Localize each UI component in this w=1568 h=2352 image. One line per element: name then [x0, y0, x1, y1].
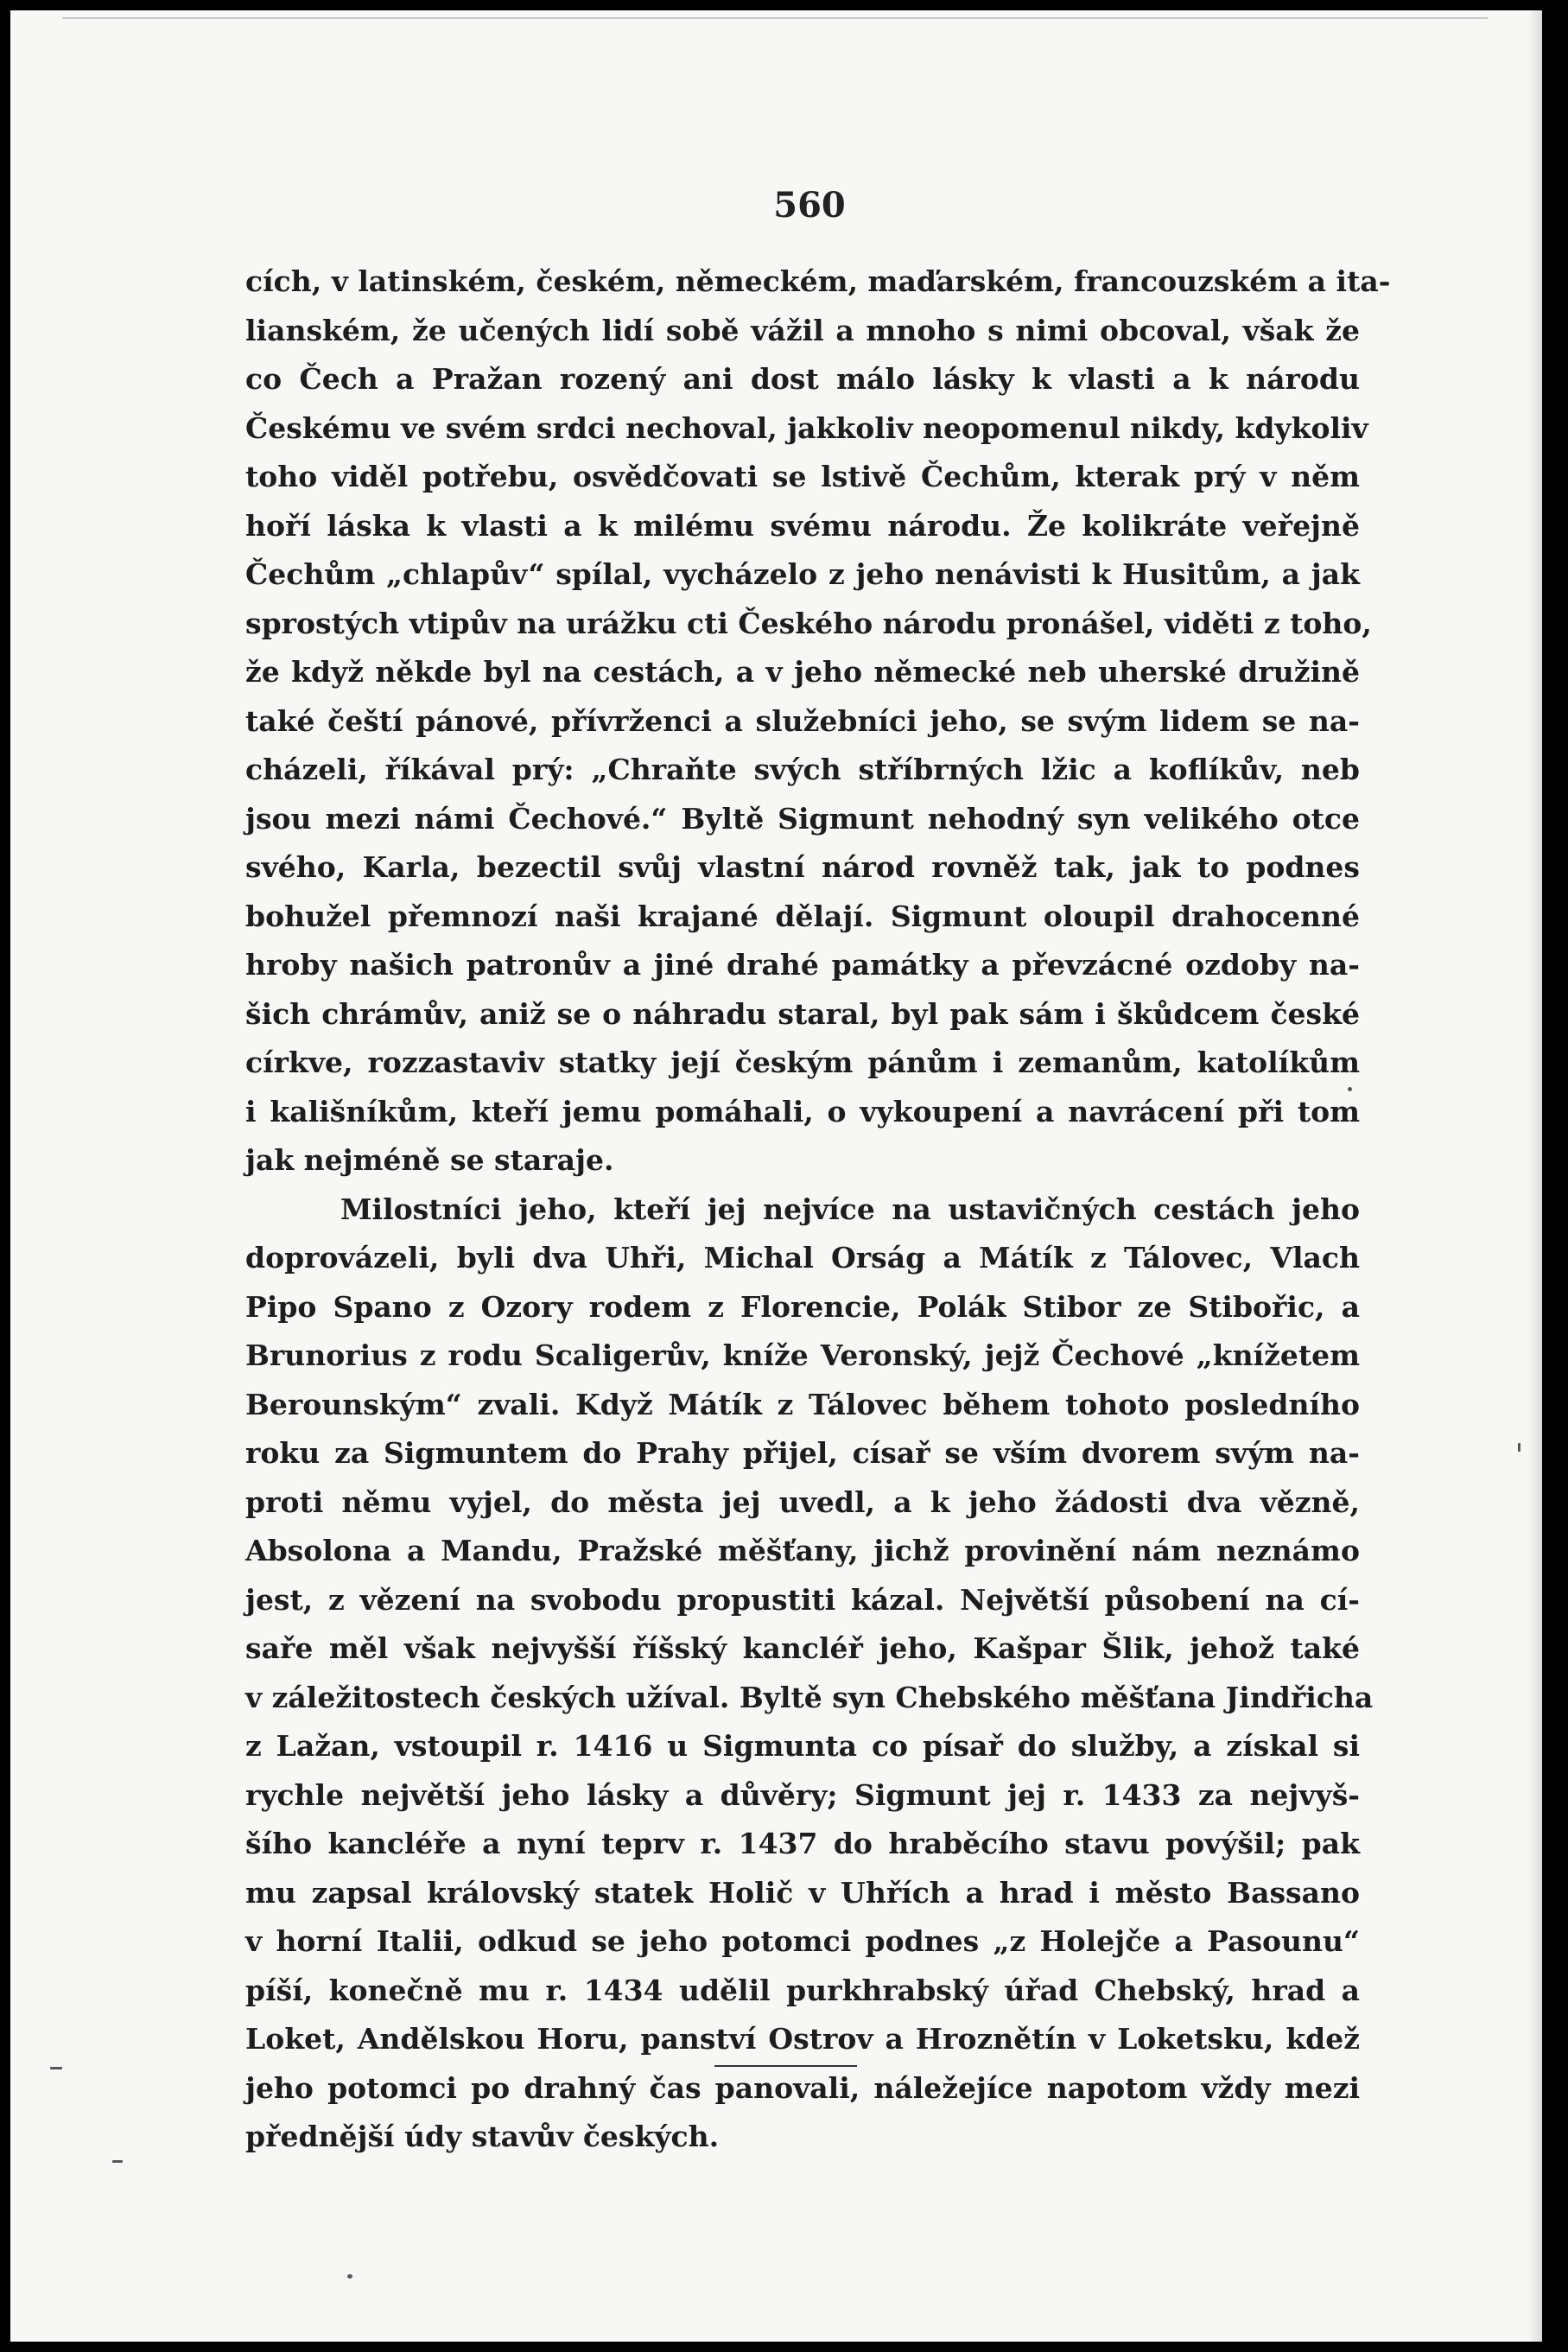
- book-page: [10, 10, 1542, 2342]
- print-speck: [1348, 1087, 1352, 1091]
- text-line: jeho potomci po drahný čas panovali, náležejíce napotom vždy mezi: [245, 2070, 1360, 2105]
- print-speck: [112, 2160, 123, 2163]
- text-line: cích, v latinském, českém, německém, maďarském, francouzském a ita-: [245, 264, 1391, 298]
- text-line: sprostých vtipův na urážku cti Českého národu pronášel, viděti z toho,: [245, 606, 1372, 640]
- text-line: jak nejméně se staraje.: [245, 1143, 614, 1177]
- body-text: [245, 257, 1391, 2162]
- text-line: že když někde byl na cestách, a v jeho německé neb uherské družině: [245, 655, 1360, 689]
- text-line: Milostníci jeho, kteří jej nejvíce na ustavičných cestách jeho: [340, 1192, 1360, 1226]
- text-line: roku za Sigmuntem do Prahy přijel, císař se vším dvorem svým na-: [245, 1436, 1360, 1470]
- text-line: svého, Karla, bezectil svůj vlastní národ rovněž tak, jak to podnes: [245, 850, 1360, 884]
- paragraph-1: [245, 257, 1391, 1186]
- text-line: šího kancléře a nyní teprv r. 1437 do hraběcího stavu povýšil; pak: [245, 1827, 1360, 1860]
- text-line: v horní Italii, odkud se jeho potomci podnes „z Holejče a Pasounu“: [245, 1924, 1360, 1958]
- text-line: cházeli, říkával prý: „Chraňte svých stříbrných lžic a koflíkův, neb: [245, 753, 1360, 786]
- text-line: jest, z vězení na svobodu propustiti kázal. Největší působení na cí-: [245, 1582, 1360, 1617]
- text-line: v záležitostech českých užíval. Byltě syn Chebského měšťana Jindřicha: [245, 1680, 1374, 1714]
- text-line: také čeští pánové, přívrženci a služebníci jeho, se svým lidem se na-: [245, 703, 1360, 738]
- text-line: saře měl však nejvyšší říšský kancléř jeho, Kašpar Šlik, jehož také: [245, 1631, 1360, 1665]
- print-speck: [347, 2274, 352, 2279]
- text-line: toho viděl potřebu, osvědčovati se lstivě Čechům, kterak prý v něm: [245, 460, 1360, 493]
- text-line: co Čech a Pražan rozený ani dost málo lásky k vlasti a k národu: [245, 362, 1360, 396]
- text-line: šich chrámův, aniž se o náhradu staral, byl pak sám i škůdcem české: [245, 996, 1360, 1031]
- text-line: doprovázeli, byli dva Uhři, Michal Orság a Mátík z Tálovec, Vlach: [245, 1241, 1360, 1275]
- text-line: proti němu vyjel, do města jej uvedl, a k jeho žádosti dva vězně,: [245, 1484, 1360, 1519]
- page-top-edge: [62, 17, 1488, 19]
- page-right-edge: [1528, 10, 1542, 2342]
- text-line: přednější údy stavův českých.: [245, 2120, 720, 2153]
- print-speck: [1518, 1443, 1520, 1452]
- closing-rule: [714, 2065, 857, 2067]
- paragraph-2: [245, 1186, 1374, 2162]
- text-line: mu zapsal královský statek Holič v Uhřích a hrad i město Bassano: [245, 1875, 1360, 1910]
- text-line: z Lažan, vstoupil r. 1416 u Sigmunta co písař do služby, a získal si: [245, 1729, 1360, 1763]
- text-line: hroby našich patronův a jiné drahé památky a převzácné ozdoby na-: [245, 948, 1360, 982]
- text-line: lianském, že učených lidí sobě vážil a mnoho s nimi obcoval, však že: [245, 313, 1360, 347]
- text-line: i kališníkům, kteří jemu pomáhali, o vykoupení a navrácení při tom: [245, 1094, 1360, 1128]
- text-line: Brunorius z rodu Scaligerův, kníže Veronský, jejž Čechové „knížetem: [245, 1338, 1360, 1372]
- text-line: rychle největší jeho lásky a důvěry; Sigmunt jej r. 1433 za nejvyš-: [245, 1777, 1360, 1812]
- text-line: Berounským“ zvali. Když Mátík z Tálovec během tohoto posledního: [245, 1387, 1360, 1421]
- text-line: Absolona a Mandu, Pražské měšťany, jichž provinění nám neznámo: [245, 1534, 1360, 1567]
- text-line: jsou mezi námi Čechové.“ Byltě Sigmunt nehodný syn velikého otce: [245, 801, 1360, 836]
- text-line: Loket, Andělskou Horu, panství Ostrov a Hroznětín v Loketsku, kdež: [245, 2022, 1360, 2056]
- text-line: Českému ve svém srdci nechoval, jakkoliv neopomenul nikdy, kdykoliv: [245, 410, 1368, 445]
- text-line: Čechům „chlapův“ spílal, vycházelo z jeho nenávisti k Husitům, a jak: [245, 557, 1360, 591]
- print-speck: [50, 2067, 62, 2069]
- text-line: píší, konečně mu r. 1434 udělil purkhrabský úřad Chebský, hrad a: [245, 1973, 1360, 2007]
- text-line: bohužel přemnozí naši krajané dělají. Sigmunt oloupil drahocenné: [245, 899, 1360, 933]
- text-line: hoří láska k vlasti a k milému svému národu. Že kolikráte veřejně: [245, 508, 1360, 543]
- text-line: Pipo Spano z Ozory rodem z Florencie, Polák Stibor ze Stibořic, a: [245, 1289, 1360, 1324]
- text-line: církve, rozzastaviv statky její českým pánům i zemanům, katolíkům: [245, 1046, 1360, 1079]
- page-number: 560: [773, 185, 846, 226]
